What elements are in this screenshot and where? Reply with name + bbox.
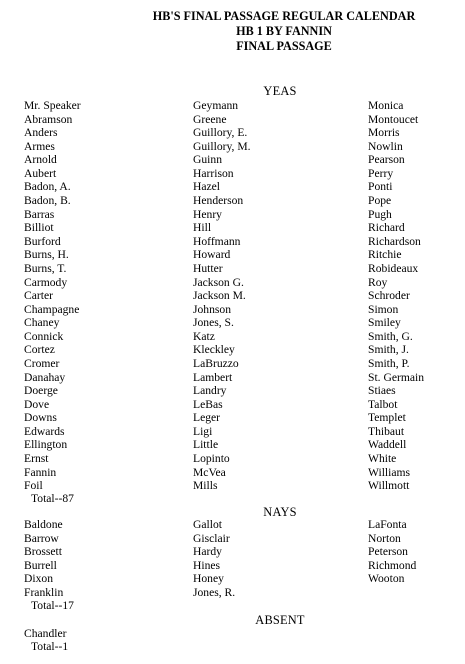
- member-name: Perry: [368, 166, 394, 180]
- member-name: Simon: [368, 302, 399, 316]
- member-name: Landry: [193, 384, 227, 398]
- member-name: Little: [193, 438, 219, 452]
- member-name: Dixon: [24, 572, 53, 586]
- nays-column-2: [193, 518, 235, 599]
- yeas-title: YEAS: [263, 84, 297, 98]
- member-name: Hines: [193, 558, 221, 572]
- nays-total: Total--17: [31, 599, 74, 612]
- member-name: St. Germain: [368, 370, 425, 384]
- member-name: Schroder: [368, 289, 410, 303]
- member-name: Ponti: [368, 180, 393, 194]
- member-name: Guillory, E.: [193, 126, 248, 140]
- member-name: Norton: [368, 531, 401, 545]
- member-name: Billiot: [24, 221, 54, 235]
- member-name: Armes: [24, 139, 55, 153]
- yeas-column-3: [368, 99, 424, 493]
- member-name: Franklin: [24, 585, 64, 599]
- member-name: Richmond: [368, 558, 417, 572]
- member-name: Barrow: [24, 531, 59, 545]
- member-name: Jackson M.: [193, 289, 246, 303]
- header-title-line3: FINAL PASSAGE: [236, 39, 332, 53]
- member-name: Lopinto: [193, 452, 230, 466]
- member-name: Mills: [193, 479, 218, 493]
- absent-column-1: [24, 627, 67, 641]
- member-name: Smith, P.: [368, 356, 410, 370]
- yeas-total: Total--87: [31, 492, 74, 505]
- absent-total: Total--1: [31, 640, 69, 653]
- member-name: Dove: [24, 397, 50, 411]
- member-name: Anders: [24, 126, 58, 140]
- member-name: Greene: [193, 112, 227, 126]
- member-name: Leger: [193, 411, 221, 425]
- member-name: Guinn: [193, 153, 222, 167]
- member-name: Geymann: [193, 99, 239, 112]
- member-name: Kleckley: [193, 343, 235, 357]
- absent-title: ABSENT: [255, 613, 305, 627]
- member-name: Barras: [24, 207, 55, 221]
- member-name: Richard: [368, 221, 405, 235]
- yeas-column-2: [193, 99, 251, 493]
- member-name: Stiaes: [368, 384, 396, 398]
- member-name: White: [368, 452, 397, 466]
- member-name: Hoffmann: [193, 234, 241, 248]
- member-name: Chandler: [24, 627, 67, 640]
- member-name: Burrell: [24, 558, 57, 572]
- member-name: Katz: [193, 329, 215, 343]
- member-name: Baldone: [24, 518, 63, 531]
- member-name: Carter: [24, 289, 53, 303]
- member-name: Ligi: [193, 424, 213, 438]
- member-name: LaBruzzo: [193, 356, 239, 370]
- member-name: Mr. Speaker: [24, 99, 81, 112]
- member-name: Arnold: [24, 153, 57, 167]
- member-name: Honey: [193, 572, 224, 586]
- member-name: Jackson G.: [193, 275, 244, 289]
- member-name: Lambert: [193, 370, 233, 384]
- member-name: Williams: [368, 465, 411, 479]
- member-name: LaFonta: [368, 518, 407, 531]
- member-name: Abramson: [24, 112, 73, 126]
- member-name: Hill: [193, 221, 212, 235]
- member-name: Smith, J.: [368, 343, 409, 357]
- nays-title: NAYS: [263, 505, 297, 519]
- member-name: Waddell: [368, 438, 407, 452]
- member-name: Danahay: [24, 370, 66, 384]
- member-name: Morris: [368, 126, 400, 140]
- member-name: Cortez: [24, 343, 55, 357]
- member-name: Ritchie: [368, 248, 402, 262]
- member-name: Carmody: [24, 275, 68, 289]
- member-name: Champagne: [24, 302, 80, 316]
- header-title-line1: HB'S FINAL PASSAGE REGULAR CALENDAR: [152, 9, 416, 23]
- member-name: Badon, A.: [24, 180, 71, 194]
- nays-column-3: [368, 518, 416, 586]
- member-name: Jones, S.: [193, 316, 234, 330]
- member-name: Wooton: [368, 572, 405, 586]
- member-name: Johnson: [193, 302, 232, 316]
- member-name: Chaney: [24, 316, 60, 330]
- member-name: Talbot: [368, 397, 398, 411]
- member-name: Richardson: [368, 234, 421, 248]
- member-name: Templet: [368, 411, 406, 425]
- member-name: Downs: [24, 411, 57, 425]
- member-name: Burns, H.: [24, 248, 69, 262]
- member-name: Roy: [368, 275, 388, 289]
- member-name: Henderson: [193, 194, 244, 208]
- member-name: Monica: [368, 99, 404, 112]
- nays-column-1: [24, 518, 63, 599]
- member-name: Smith, G.: [368, 329, 413, 343]
- member-name: Pope: [368, 194, 392, 208]
- member-name: Fannin: [24, 465, 57, 479]
- member-name: McVea: [193, 465, 226, 479]
- member-name: Guillory, M.: [193, 139, 251, 153]
- member-name: Henry: [193, 207, 222, 221]
- member-name: Willmott: [368, 479, 410, 493]
- member-name: Montoucet: [368, 112, 419, 126]
- member-name: Burns, T.: [24, 261, 67, 275]
- yeas-column-1: [24, 99, 81, 493]
- member-name: Peterson: [368, 545, 408, 559]
- member-name: Connick: [24, 329, 64, 343]
- member-name: Hardy: [193, 545, 222, 559]
- member-name: Burford: [24, 234, 61, 248]
- member-name: LeBas: [193, 397, 223, 411]
- member-name: Jones, R.: [193, 585, 236, 599]
- member-name: Edwards: [24, 424, 65, 438]
- member-name: Hutter: [193, 261, 223, 275]
- member-name: Badon, B.: [24, 194, 71, 208]
- member-name: Ellington: [24, 438, 68, 452]
- member-name: Robideaux: [368, 261, 419, 275]
- member-name: Nowlin: [368, 139, 403, 153]
- member-name: Aubert: [24, 166, 57, 180]
- member-name: Thibaut: [368, 424, 405, 438]
- member-name: Doerge: [24, 384, 58, 398]
- member-name: Smiley: [368, 316, 401, 330]
- member-name: Ernst: [24, 452, 49, 466]
- member-name: Howard: [193, 248, 231, 262]
- member-name: Hazel: [193, 180, 221, 194]
- member-name: Pearson: [368, 153, 405, 167]
- header-title-line2: HB 1 BY FANNIN: [236, 24, 332, 38]
- member-name: Gisclair: [193, 531, 230, 545]
- member-name: Cromer: [24, 356, 60, 370]
- member-name: Gallot: [193, 518, 222, 531]
- member-name: Pugh: [368, 207, 392, 221]
- member-name: Brossett: [24, 545, 63, 559]
- member-name: Foil: [24, 479, 43, 493]
- member-name: Harrison: [193, 166, 234, 180]
